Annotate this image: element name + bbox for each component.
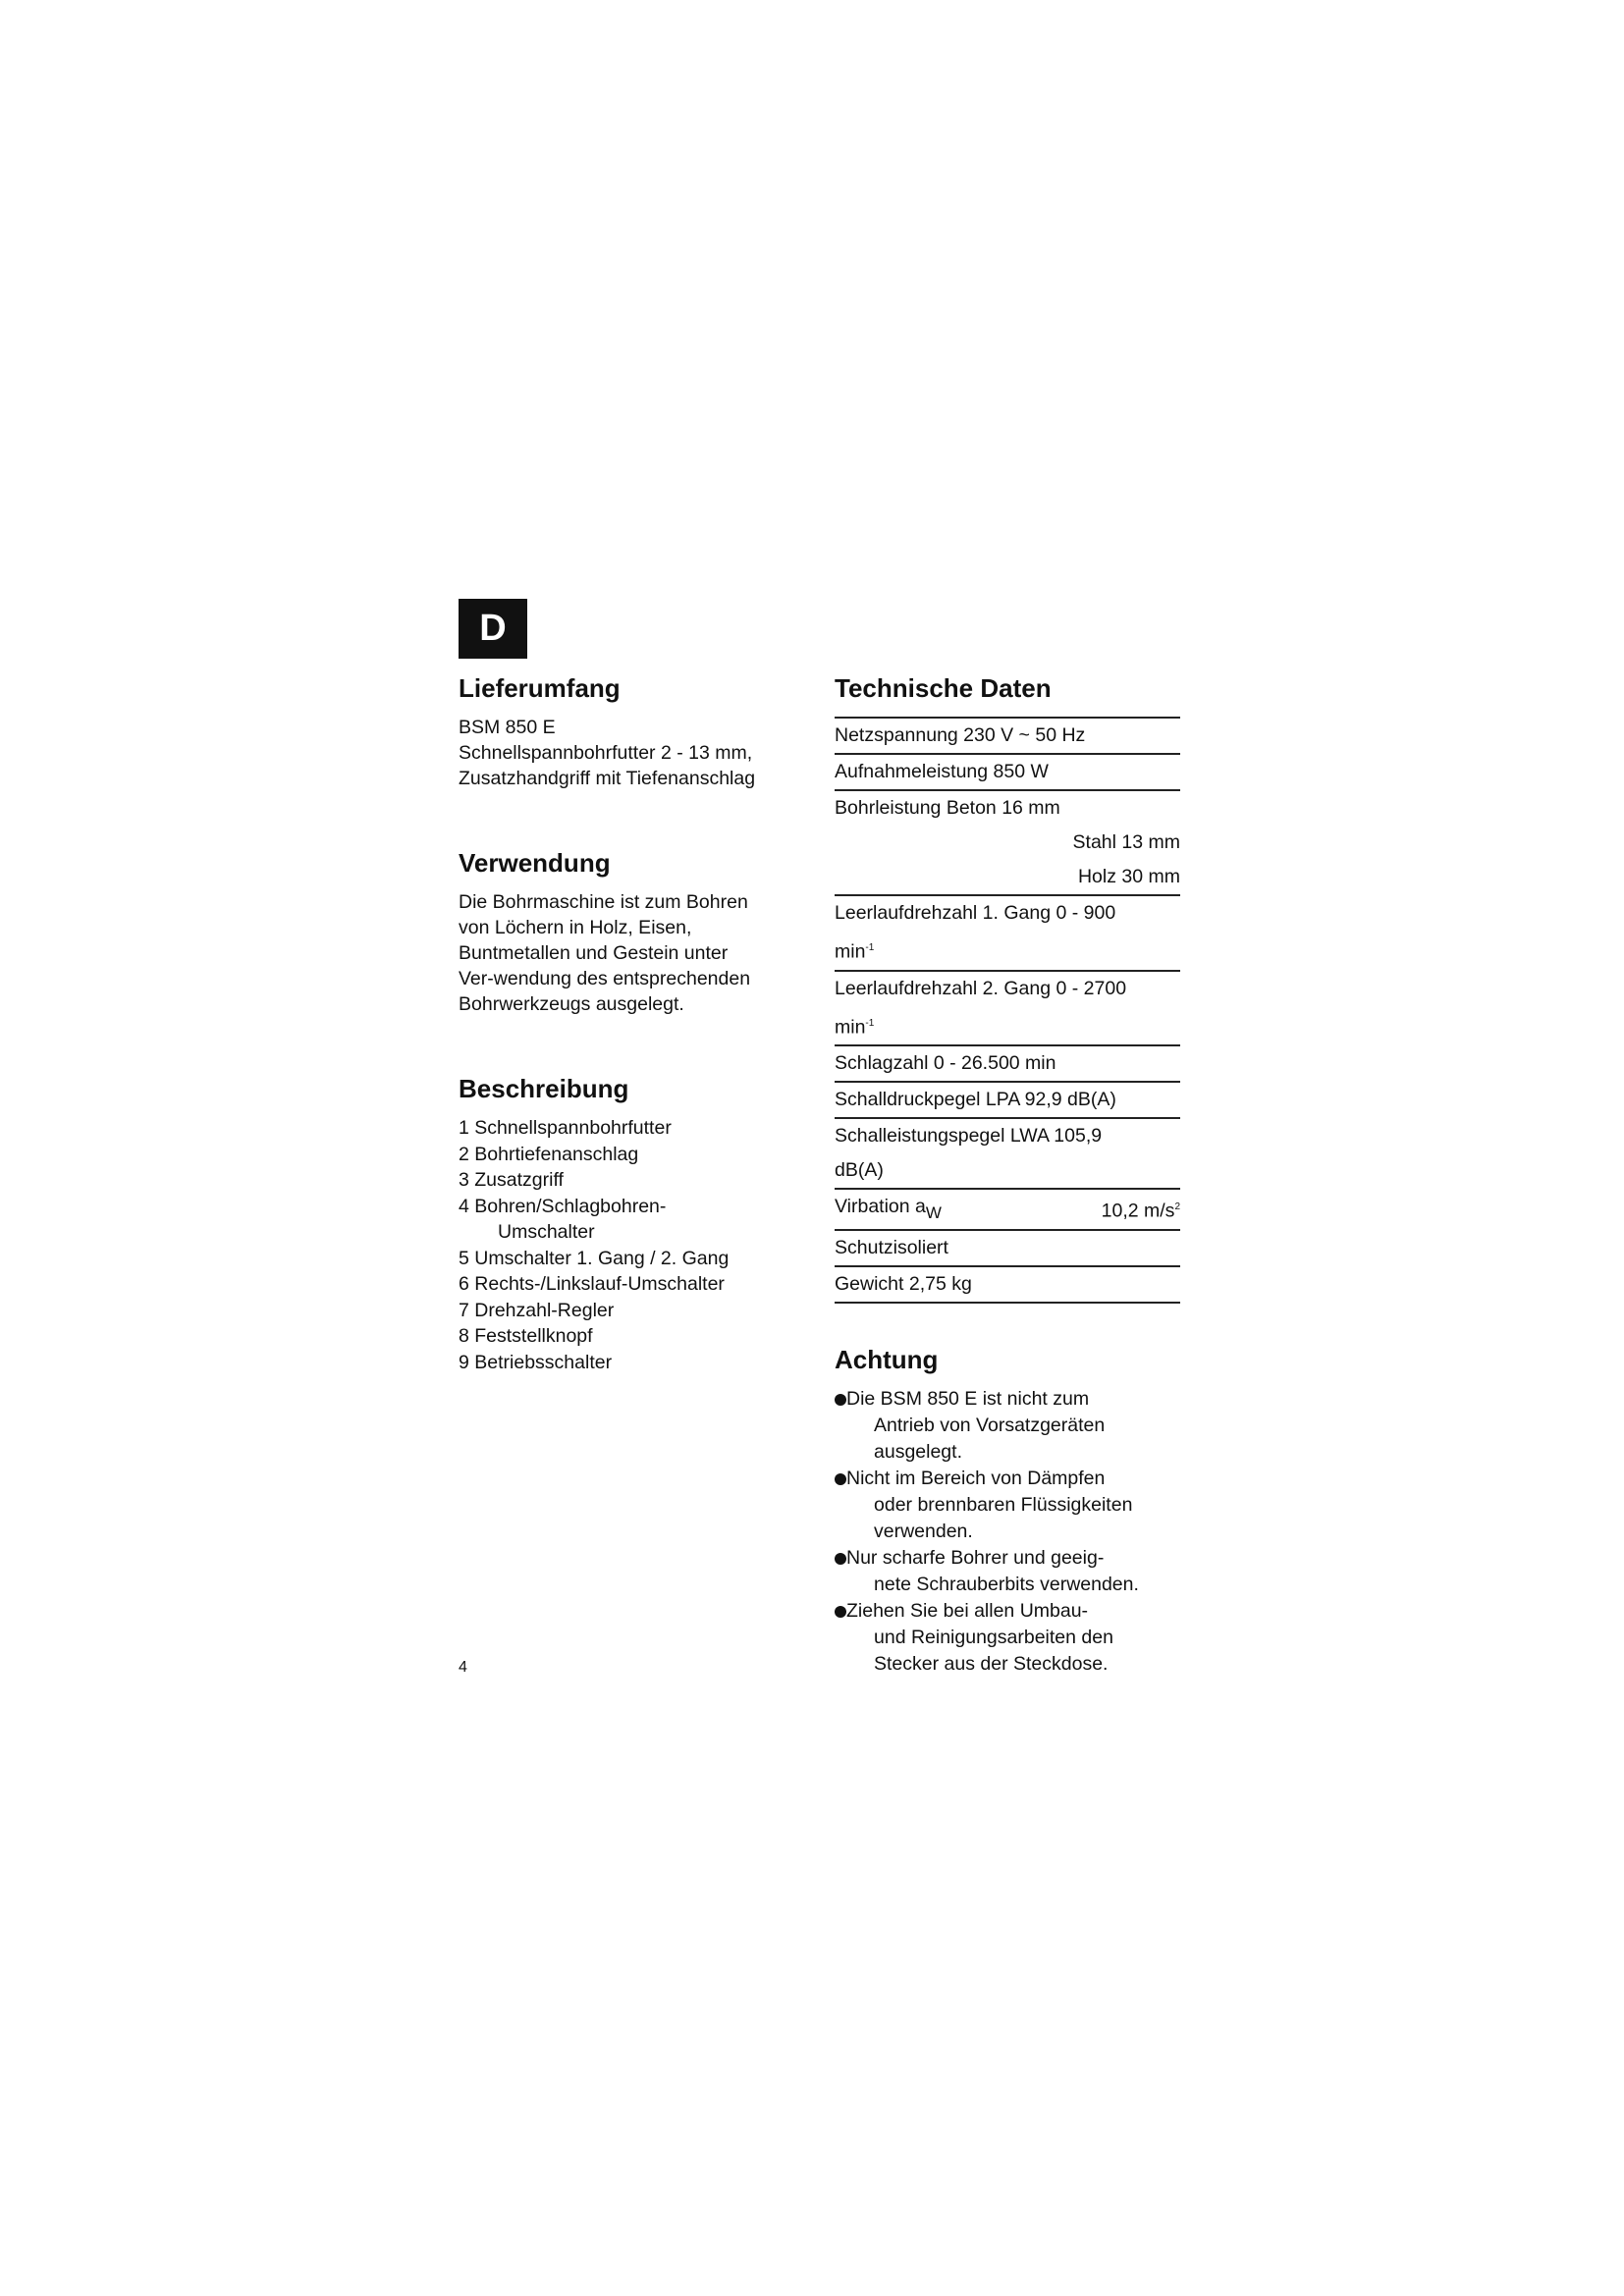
warning-text: nete Schrauberbits verwenden. <box>874 1573 1139 1595</box>
warning-text: Stecker aus der Steckdose. <box>874 1652 1109 1675</box>
spec-schutzisoliert: Schutzisoliert <box>835 1236 948 1258</box>
lieferumfang-text <box>459 715 812 791</box>
technische-daten-heading: Technische Daten <box>835 673 1052 703</box>
list-item-text: 6 Rechts-/Linkslauf-Umschalter <box>459 1273 725 1295</box>
achtung-list <box>835 1386 1180 1678</box>
vibration-subscript: W <box>925 1203 942 1222</box>
list-item-continuation: Umschalter <box>498 1221 595 1243</box>
beschreibung-list <box>459 1115 812 1375</box>
spec-vibration-label <box>835 1190 942 1229</box>
warning-text: Die BSM 850 E ist nicht zum <box>846 1387 1090 1410</box>
beschreibung-heading: Beschreibung <box>459 1074 629 1103</box>
unit-text: min <box>835 1016 866 1038</box>
spec-schlagzahl: Schlagzahl 0 - 26.500 min <box>835 1052 1056 1074</box>
warning-text: ausgelegt. <box>874 1440 962 1463</box>
spec-leerlauf-1: Leerlaufdrehzahl 1. Gang 0 - 900 <box>835 902 1116 924</box>
table-row <box>835 1265 1180 1304</box>
list-item-text: 1 Schnellspannbohrfutter <box>459 1117 672 1139</box>
verwendung-line: von Löchern in Holz, Eisen, <box>459 917 692 938</box>
list-item <box>459 1323 812 1350</box>
table-row <box>835 1229 1180 1265</box>
bullet-icon <box>835 1553 846 1565</box>
tech-specs-table <box>835 717 1180 1304</box>
table-row <box>835 717 1180 753</box>
verwendung-line: Buntmetallen und Gestein unter <box>459 942 729 964</box>
list-item <box>835 1545 1180 1598</box>
unit-superscript: -1 <box>865 942 875 953</box>
table-row <box>835 1081 1180 1117</box>
list-item <box>459 1167 812 1194</box>
verwendung-heading: Verwendung <box>459 848 611 878</box>
list-item <box>459 1271 812 1298</box>
language-badge: D <box>459 599 527 659</box>
bullet-icon <box>835 1606 846 1618</box>
table-row <box>835 789 1180 894</box>
table-row <box>835 894 1180 970</box>
verwendung-text <box>459 889 812 1017</box>
bullet-icon <box>835 1394 846 1406</box>
lieferumfang-heading: Lieferumfang <box>459 673 621 703</box>
warning-text: oder brennbaren Flüssigkeiten <box>874 1493 1133 1516</box>
spec-aufnahmeleistung: Aufnahmeleistung 850 W <box>835 761 1049 782</box>
spec-bohrleistung-holz: Holz 30 mm <box>1077 866 1180 887</box>
spec-bohrleistung-stahl: Stahl 13 mm <box>1072 831 1180 853</box>
unit-superscript: -1 <box>865 1017 875 1029</box>
bullet-icon <box>835 1473 846 1485</box>
list-item <box>835 1598 1180 1678</box>
table-row <box>835 1117 1180 1188</box>
list-item-text: 2 Bohrtiefenanschlag <box>459 1143 639 1165</box>
verwendung-line: Ver-wendung des entsprechenden <box>459 968 751 989</box>
table-row <box>835 753 1180 789</box>
spec-gewicht: Gewicht 2,75 kg <box>835 1272 972 1295</box>
lieferumfang-line: Zusatzhandgriff mit Tiefenanschlag <box>459 768 756 789</box>
list-item-text: 5 Umschalter 1. Gang / 2. Gang <box>459 1247 730 1269</box>
list-item <box>459 1350 812 1376</box>
list-item-text: 3 Zusatzgriff <box>459 1169 564 1191</box>
warning-text: Antrieb von Vorsatzgeräten <box>874 1414 1106 1436</box>
warning-text: Nicht im Bereich von Dämpfen <box>846 1467 1106 1489</box>
verwendung-line: Die Bohrmaschine ist zum Bohren <box>459 891 748 913</box>
spec-leerlauf-1-unit <box>835 931 1180 970</box>
page-number: 4 <box>459 1659 467 1676</box>
table-row <box>835 1188 1180 1229</box>
list-item-text: 8 Feststellknopf <box>459 1325 593 1347</box>
lieferumfang-line: Schnellspannbohrfutter 2 - 13 mm, <box>459 742 753 764</box>
spec-leerlauf-2-unit <box>835 1006 1180 1045</box>
unit-text: min <box>835 940 866 963</box>
list-item <box>459 1298 812 1324</box>
spec-schalleistungspegel: Schalleistungspegel LWA 105,9 <box>835 1125 1103 1147</box>
list-item-text: 4 Bohren/Schlagbohren- <box>459 1195 667 1217</box>
warning-text: und Reinigungsarbeiten den <box>874 1626 1113 1648</box>
lieferumfang-line: BSM 850 E <box>459 717 556 738</box>
vibration-label-text: Virbation a <box>835 1196 926 1217</box>
spec-netzspannung: Netzspannung 230 V ~ 50 Hz <box>835 724 1086 746</box>
left-column <box>459 667 812 1375</box>
list-item <box>459 1194 812 1246</box>
list-item <box>835 1466 1180 1545</box>
spec-leerlauf-2: Leerlaufdrehzahl 2. Gang 0 - 2700 <box>835 977 1127 999</box>
warning-text: Nur scharfe Bohrer und geeig- <box>846 1546 1105 1569</box>
spec-schalleistungspegel-unit: dB(A) <box>835 1159 884 1181</box>
spec-bohrleistung-beton: Bohrleistung Beton 16 mm <box>835 797 1060 819</box>
list-item-text: 9 Betriebsschalter <box>459 1351 613 1373</box>
table-row <box>835 1044 1180 1081</box>
list-item-text: 7 Drehzahl-Regler <box>459 1299 615 1321</box>
list-item <box>835 1386 1180 1466</box>
list-item <box>459 1246 812 1272</box>
warning-text: verwenden. <box>874 1520 973 1542</box>
list-item <box>459 1142 812 1168</box>
vibration-value-text: 10,2 m/s <box>1101 1200 1175 1222</box>
table-row <box>835 970 1180 1045</box>
spec-vibration-value <box>1102 1190 1180 1229</box>
achtung-heading: Achtung <box>835 1344 939 1374</box>
verwendung-line: Bohrwerkzeugs ausgelegt. <box>459 993 684 1015</box>
warning-text: Ziehen Sie bei allen Umbau- <box>846 1599 1089 1622</box>
right-column <box>835 667 1180 1678</box>
list-item <box>459 1115 812 1142</box>
spec-schalldruckpegel: Schalldruckpegel LPA 92,9 dB(A) <box>835 1089 1116 1110</box>
vibration-superscript: 2 <box>1174 1201 1180 1212</box>
